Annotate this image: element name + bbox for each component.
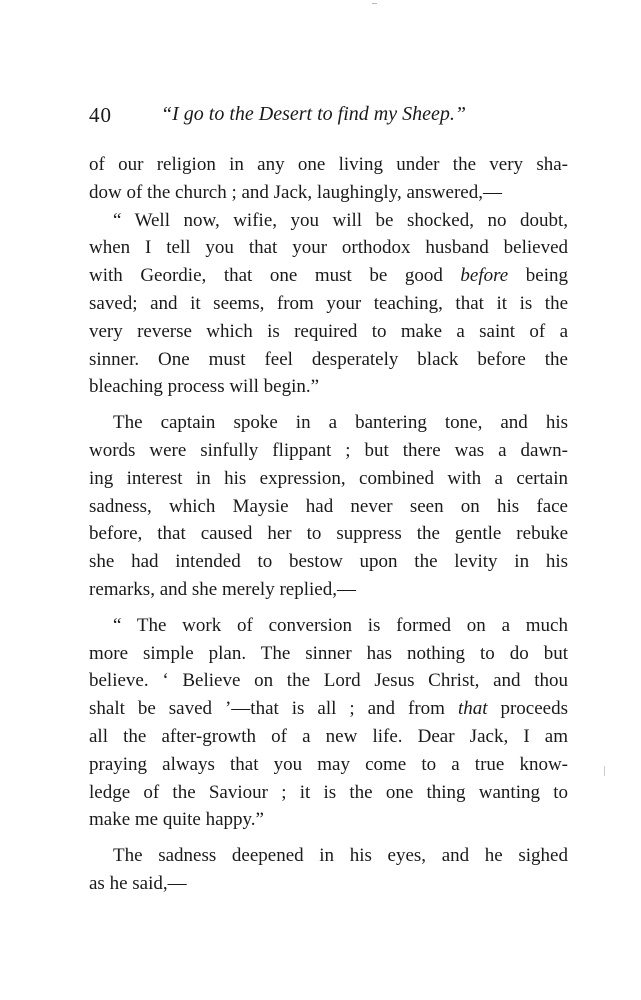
text-line: she had intended to bestow upon the levity in his — [89, 551, 568, 573]
text-line: sadness, which Maysie had never seen on his face — [89, 495, 568, 517]
text-line: “ Well now, wifie, you will be shocked, no doubt, — [113, 209, 568, 231]
text-line: sinner. One must feel desperately black before the — [89, 348, 568, 370]
emphasis: that — [457, 698, 488, 720]
page-header — [89, 103, 569, 133]
text-line: saved; and it seems, from your teaching, that it is the — [89, 292, 568, 314]
body-text — [89, 151, 568, 898]
text-line: The sadness deepened in his eyes, and he sighed — [113, 845, 568, 867]
text-line: words were sinfully flippant ; but there was a dawn- — [89, 439, 568, 461]
running-title: “I go to the Desert to find my Sheep.” — [161, 103, 466, 125]
text-line: more simple plan. The sinner has nothing to do but — [89, 642, 568, 664]
text-line: remarks, and she merely replied,— — [89, 578, 356, 600]
text-line: before, that caused her to suppress the gentle rebuke — [89, 523, 568, 545]
text-line: very reverse which is required to make a saint of a — [89, 320, 568, 342]
text-line: make me quite happy.” — [89, 809, 264, 831]
text-line: ledge of the Saviour ; it is the one thing wanting to — [89, 781, 568, 803]
text-line: all the after-growth of a new life. Dear Jack, I am — [89, 725, 568, 747]
emphasis: before — [460, 265, 509, 287]
page-number: 40 — [89, 103, 112, 127]
page-mark — [372, 0, 377, 4]
text-line: shalt be saved ’—that is all ; and from that proceeds — [89, 698, 568, 720]
text-line: ing interest in his expression, combined with a certain — [89, 467, 568, 489]
text-line: when I tell you that your orthodox husband believed — [89, 237, 568, 259]
page-mark — [604, 766, 605, 776]
text-line: as he said,— — [89, 872, 187, 894]
text-line: praying always that you may come to a true know- — [89, 753, 568, 775]
text-line: with Geordie, that one must be good before being — [89, 265, 568, 287]
text-line: “ The work of conversion is formed on a much — [113, 614, 568, 636]
text-line: dow of the church ; and Jack, laughingly, answered,— — [89, 181, 502, 203]
text-line: bleaching process will begin.” — [89, 376, 320, 398]
text-line: of our religion in any one living under the very sha- — [89, 154, 568, 175]
text-line: believe. ‘ Believe on the Lord Jesus Christ, and thou — [89, 670, 568, 692]
text-line: The captain spoke in a bantering tone, and his — [113, 412, 568, 434]
